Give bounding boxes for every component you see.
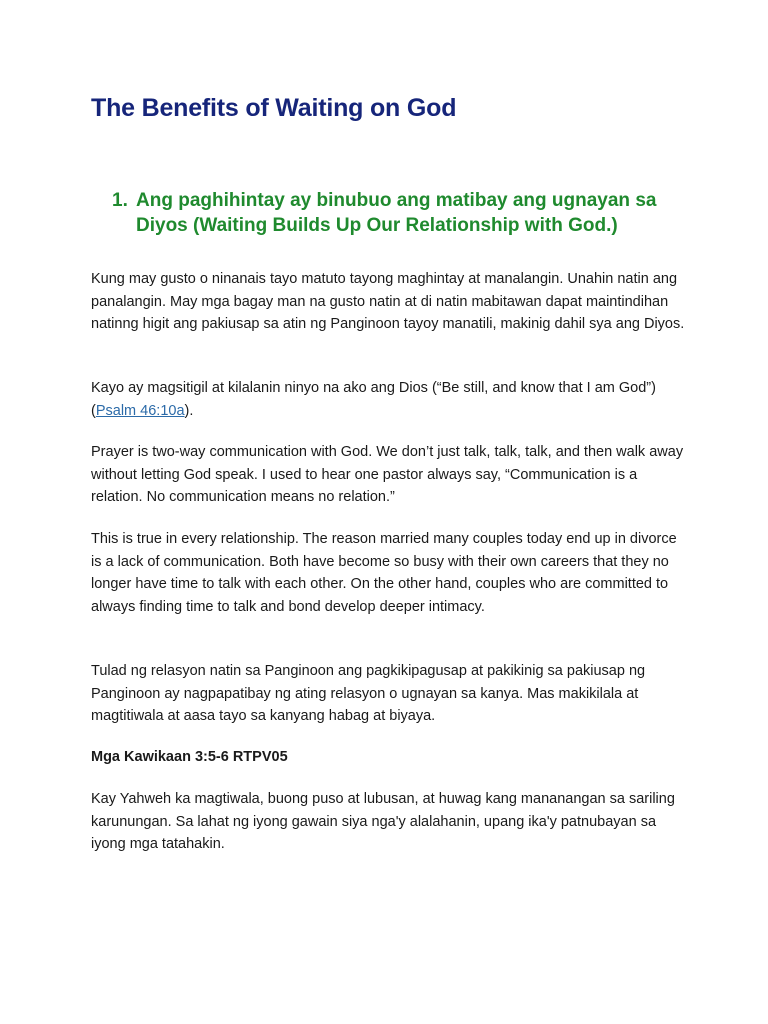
section-heading [112,188,712,238]
scripture-link[interactable]: Psalm 46:10a [95,402,185,419]
document-title: The Benefits of Waiting on God [91,94,457,122]
scripture-reference: Mga Kawikaan 3:5-6 RTPV05 [91,749,288,765]
paragraph-4: This is true in every relationship. The reason married many couples today end up in divorce is a lack of communication. Both have become so busy with their own careers that they no longer have time to talk with each other. On the other hand, couples who are committed to always finding time to talk and bond develop deeper intimacy. [91,531,677,615]
paragraph-7: Kay Yahweh ka magtiwala, buong puso at lubusan, at huwag kang mananangan sa sariling karunungan. Sa lahat ng iyong gawain siya nga'y alalahanin, upang ika'y patnubayan sa iyong mga tatahakin. [91,791,675,852]
paragraph-3: Prayer is two-way communication with God. We don’t just talk, talk, talk, and then walk away without letting God speak. I used to hear one pastor always say, “Communication is a relation. No communication means no relation.” [91,444,684,505]
paragraph-1: Kung may gusto o ninanais tayo matuto tayong maghintay at manalangin. Unahin natin ang panalangin. May mga bagay man na gusto natin at di natin mabitawan dapat maintindihan natinng higit ang pakiusap sa atin ng Panginoon tayoy manatili, makinig dahil sya ang Diyos. [91,271,685,332]
section-heading-text: Ang paghihintay ay binubuo ang matibay ang ugnayan sa Diyos (Waiting Builds Up Our Relationship with God.) [136,190,657,236]
paragraph-2 [91,377,691,422]
paragraph-2-text-after: ). [184,402,194,419]
section-number: 1. [112,190,128,211]
paragraph-2-text-before: Kayo ay magsitigil at kilalanin ninyo na ako ang Dios (“Be still, and know that I am God”) ( [91,380,656,419]
paragraph-5: Tulad ng relasyon natin sa Panginoon ang pagkikipagusap at pakikinig sa pakiusap ng Panginoon ay nagpapatibay ng ating relasyon o ugnayan sa kanya. Mas makikilala at magtitiwala at aasa tayo sa kanyang habag at biyaya. [91,663,646,724]
